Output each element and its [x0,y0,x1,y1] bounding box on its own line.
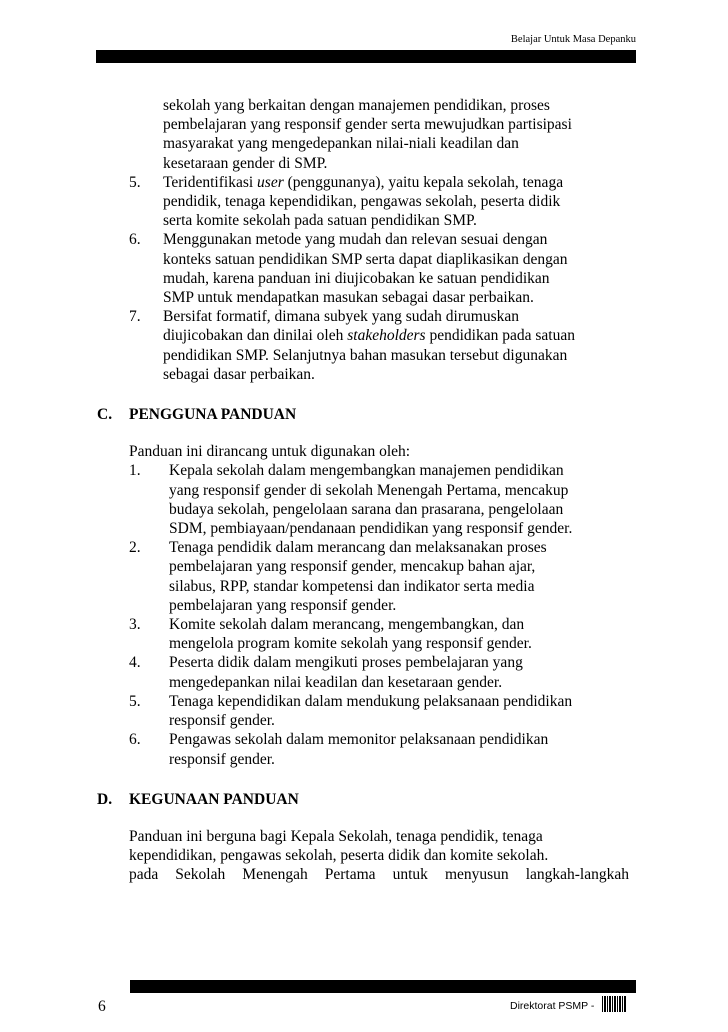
text-line: Bersifat formatif, dimana subyek yang sudah dirumuskan [163,308,519,326]
text-line: pada Sekolah Menengah Pertama untuk menyusun langkah-langkah [129,866,629,884]
text-line: Teridentifikasi user (penggunanya), yaitu kepala sekolah, tenaga [163,173,564,191]
list-item [129,653,629,691]
text-line: Tenaga kependidikan dalam mendukung pelaksanaan pendidikan [169,692,573,710]
page-number: 6 [98,998,106,1015]
text-line: masyarakat yang mengedepankan nilai-niali keadilan dan [163,135,519,153]
text-line: sebagai dasar perbaikan. [163,365,315,383]
list-number: 4. [129,654,141,672]
page-header-title: Belajar Untuk Masa Depanku [510,34,636,45]
text-line: sekolah yang berkaitan dengan manajemen pendidikan, proses [163,97,550,114]
text-line: mudah, karena panduan ini diujicobakan ke satuan pendidikan [163,269,550,287]
section-d-heading: D. KEGUNAAN PANDUAN [97,790,299,808]
list-number: 1. [129,462,141,480]
text-line: pendidikan SMP. Selanjutnya bahan masukan tersebut digunakan [163,346,568,364]
barcode-icon [602,996,626,1012]
list-number: 6. [129,731,141,749]
list-item [129,173,629,231]
footer-bar [130,980,636,993]
text-line: kesetaraan gender di SMP. [163,154,328,172]
list-item [129,615,629,653]
text-line: pembelajaran yang responsif gender. [169,596,397,614]
text-line: yang responsif gender di sekolah Menengah Pertama, mencakup [169,481,569,499]
list-item [129,538,629,615]
text-line: SMP untuk mendapatkan masukan sebagai dasar perbaikan. [163,289,534,307]
text-line: Komite sekolah dalam merancang, mengembangkan, dan [169,616,525,634]
text-line: pembelajaran yang responsif gender serta mewujudkan partisipasi [163,116,572,134]
list-number: 6. [129,231,141,249]
text-line: Panduan ini berguna bagi Kepala Sekolah, tenaga pendidik, tenaga [129,827,543,845]
list-item [129,730,629,768]
header-bar [96,50,636,63]
continued-paragraph [163,96,629,173]
list-number: 5. [129,692,141,710]
list-item [129,307,629,384]
text-line: responsif gender. [169,750,275,768]
text-line: Kepala sekolah dalam mengembangkan manajemen pendidikan [169,462,564,480]
list-item [129,461,629,538]
text-line: pendidik, tenaga kependidikan, pengawas sekolah, peserta didik [163,193,561,211]
document-body [0,96,728,885]
text-line: SDM, pembiayaan/pendanaan pendidikan yang responsif gender. [169,520,573,538]
list-number: 5. [129,173,141,191]
text-line: Peserta didik dalam mengikuti proses pembelajaran yang [169,654,523,672]
section-d-paragraph [129,827,629,885]
text-line: serta komite sekolah pada satuan pendidikan SMP. [163,212,477,230]
text-line: budaya sekolah, pengelolaan sarana dan prasarana, pengelolaan [169,500,564,518]
text-line: konteks satuan pendidikan SMP serta dapat diaplikasikan dengan [163,250,568,268]
text-line: Tenaga pendidik dalam merancang dan melaksanakan proses [169,539,547,557]
section-c-heading: C. PENGGUNA PANDUAN [97,406,297,424]
text-line: Pengawas sekolah dalam memonitor pelaksanaan pendidikan [169,731,549,749]
footer-text: Direktorat PSMP - [510,1000,595,1012]
text-line: responsif gender. [169,712,275,730]
list-item [129,692,629,730]
text-line: mengelola program komite sekolah yang responsif gender. [169,635,532,653]
list-number: 7. [129,308,141,326]
text-line: kependidikan, pengawas sekolah, peserta didik dan komite sekolah. [129,847,549,865]
text-line: silabus, RPP, standar kompetensi dan indikator serta media [169,577,535,595]
list-number: 2. [129,539,141,557]
text-line: pembelajaran yang responsif gender, mencakup bahan ajar, [169,558,536,576]
text-line: Menggunakan metode yang mudah dan relevan sesuai dengan [163,231,548,249]
text-line: mengedepankan nilai keadilan dan kesetaraan gender. [169,673,503,691]
list-item [129,230,629,307]
text-line: diujicobakan dan dinilai oleh stakeholders pendidikan pada satuan [163,327,575,345]
section-c-intro: Panduan ini dirancang untuk digunakan oleh: [129,443,411,461]
list-number: 3. [129,616,141,634]
